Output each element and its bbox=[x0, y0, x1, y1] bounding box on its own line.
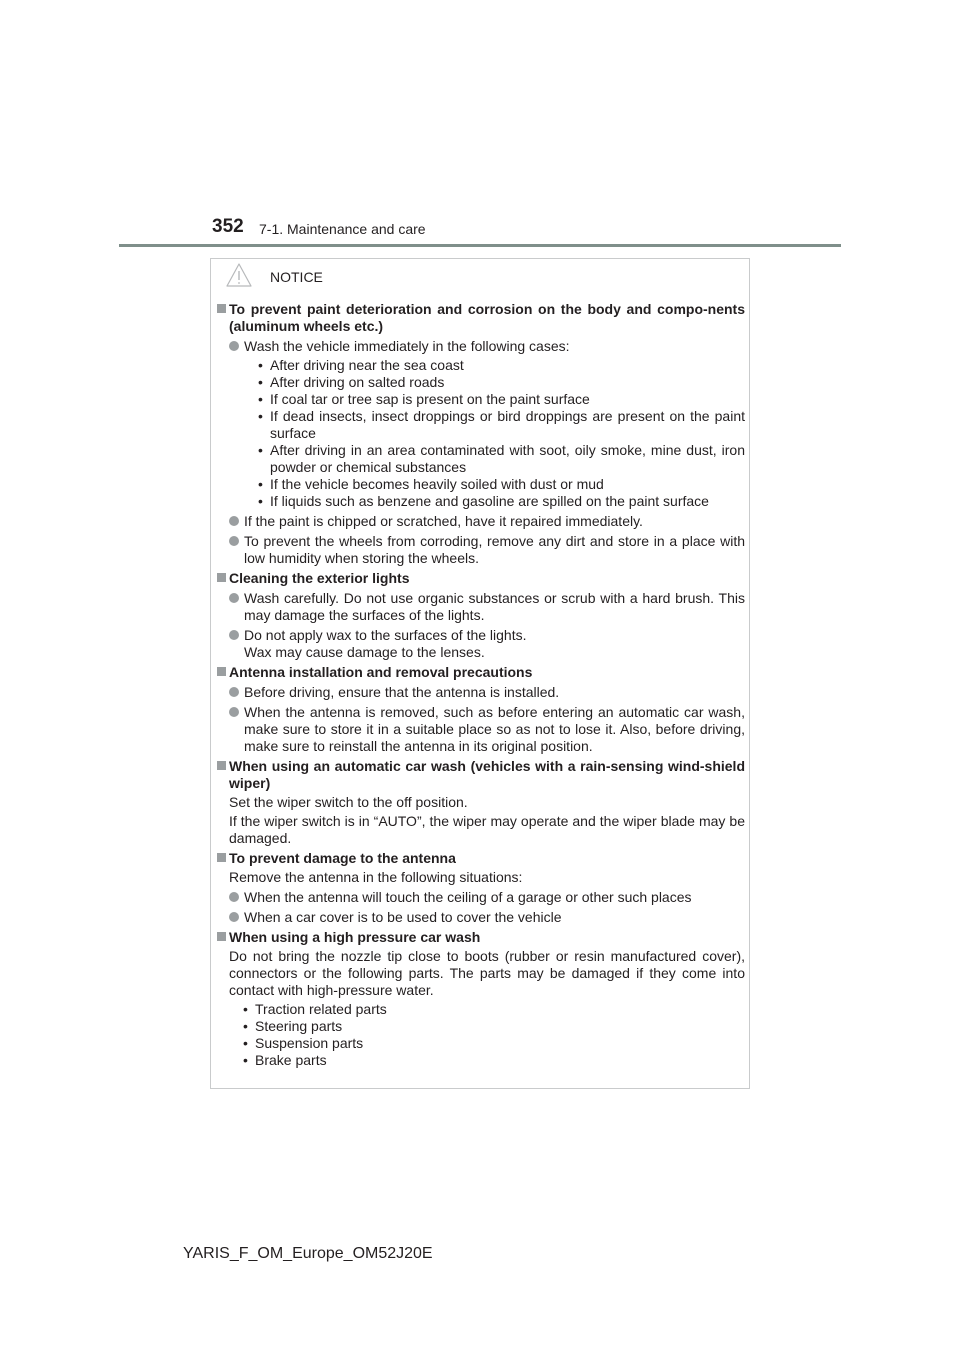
round-bullet-icon bbox=[229, 630, 239, 640]
paragraph: Remove the antenna in the following situations: bbox=[229, 869, 523, 885]
paragraph: Do not bring the nozzle tip close to boots (rubber or resin manufactured cover), connectors or the following parts. The parts may be damaged if they come into contact with high-pressure water. bbox=[229, 948, 745, 998]
bullet-text: After driving near the sea coast bbox=[270, 357, 464, 373]
section-heading: Cleaning the exterior lights bbox=[229, 570, 410, 586]
round-bullet-icon bbox=[229, 707, 239, 717]
bullet-list bbox=[229, 1001, 745, 1069]
item-text: Wash the vehicle immediately in the following cases: bbox=[244, 338, 570, 354]
bullet-item bbox=[229, 1018, 745, 1035]
bullet-marker: • bbox=[258, 357, 263, 373]
round-bullet-icon bbox=[229, 536, 239, 546]
section-heading: When using a high pressure car wash bbox=[229, 929, 481, 945]
bullet-item bbox=[244, 476, 745, 493]
item-text: When the antenna will touch the ceiling of a garage or other such places bbox=[244, 889, 692, 905]
round-bullet-icon bbox=[229, 341, 239, 351]
item-text: Before driving, ensure that the antenna is installed. bbox=[244, 684, 560, 700]
list-item bbox=[229, 338, 745, 510]
bullet-text: After driving on salted roads bbox=[270, 374, 445, 390]
bullet-item bbox=[244, 442, 745, 476]
bullet-text: If liquids such as benzene and gasoline are spilled on the paint surface bbox=[270, 493, 709, 509]
list-item bbox=[229, 889, 745, 906]
section-title: 7-1. Maintenance and care bbox=[259, 221, 426, 237]
section-heading: To prevent damage to the antenna bbox=[229, 850, 456, 866]
item-text: Wash carefully. Do not use organic substances or scrub with a hard brush. This may damage the surfaces of the lights. bbox=[244, 590, 745, 623]
round-bullet-icon bbox=[229, 912, 239, 922]
notice-section bbox=[217, 570, 745, 661]
round-bullet-icon bbox=[229, 593, 239, 603]
bullet-marker: • bbox=[258, 391, 263, 407]
square-bullet-icon bbox=[217, 667, 226, 676]
bullet-item bbox=[244, 391, 745, 408]
square-bullet-icon bbox=[217, 573, 226, 582]
bullet-marker: • bbox=[243, 1052, 248, 1068]
bullet-text: Steering parts bbox=[255, 1018, 343, 1034]
bullet-item bbox=[244, 408, 745, 442]
bullet-marker: • bbox=[258, 476, 263, 492]
header-rule bbox=[119, 244, 841, 247]
item-text: Do not apply wax to the surfaces of the lights. Wax may cause damage to the lenses. bbox=[244, 627, 527, 660]
list-item bbox=[229, 704, 745, 755]
bullet-marker: • bbox=[243, 1018, 248, 1034]
bullet-text: Suspension parts bbox=[255, 1035, 364, 1051]
bullet-marker: • bbox=[258, 374, 263, 390]
list-item bbox=[229, 513, 745, 530]
page-number: 352 bbox=[212, 216, 244, 237]
bullet-text: If dead insects, insect droppings or bird droppings are present on the paint surface bbox=[270, 408, 745, 441]
bullet-item bbox=[244, 493, 745, 510]
notice-label: NOTICE bbox=[270, 269, 323, 285]
warning-triangle-icon bbox=[226, 263, 252, 287]
bullet-item bbox=[244, 357, 745, 374]
notice-section bbox=[217, 664, 745, 755]
square-bullet-icon bbox=[217, 932, 226, 941]
notice-box bbox=[210, 258, 750, 1089]
notice-content bbox=[217, 301, 745, 1069]
bullet-list bbox=[244, 357, 745, 510]
bullet-item bbox=[229, 1052, 745, 1069]
bullet-item bbox=[244, 374, 745, 391]
square-bullet-icon bbox=[217, 853, 226, 862]
bullet-marker: • bbox=[258, 442, 263, 458]
list-item bbox=[229, 533, 745, 567]
bullet-text: If the vehicle becomes heavily soiled with dust or mud bbox=[270, 476, 604, 492]
paragraph: Set the wiper switch to the off position. bbox=[229, 794, 468, 810]
square-bullet-icon bbox=[217, 761, 226, 770]
round-bullet-icon bbox=[229, 687, 239, 697]
bullet-marker: • bbox=[243, 1035, 248, 1051]
bullet-text: If coal tar or tree sap is present on the paint surface bbox=[270, 391, 590, 407]
bullet-text: After driving in an area contaminated with soot, oily smoke, mine dust, iron powder or chemical substances bbox=[270, 442, 745, 475]
bullet-item bbox=[229, 1001, 745, 1018]
bullet-text: Traction related parts bbox=[255, 1001, 387, 1017]
bullet-item bbox=[229, 1035, 745, 1052]
document-id: YARIS_F_OM_Europe_OM52J20E bbox=[183, 1245, 433, 1262]
round-bullet-icon bbox=[229, 516, 239, 526]
notice-section bbox=[217, 301, 745, 567]
section-heading: When using an automatic car wash (vehicles with a rain-sensing wind-shield wiper) bbox=[229, 758, 745, 791]
bullet-marker: • bbox=[258, 408, 263, 424]
list-item bbox=[229, 590, 745, 624]
round-bullet-icon bbox=[229, 892, 239, 902]
section-heading: Antenna installation and removal precautions bbox=[229, 664, 533, 680]
square-bullet-icon bbox=[217, 304, 226, 313]
notice-section bbox=[217, 758, 745, 847]
list-item bbox=[229, 627, 745, 661]
item-text: When the antenna is removed, such as before entering an automatic car wash, make sure to store it in a suitable place so as not to lose it. Also, before driving, make sure to reinstall the antenna in its original position. bbox=[244, 704, 745, 754]
item-text: To prevent the wheels from corroding, remove any dirt and store in a place with low humidity when storing the wheels. bbox=[244, 533, 745, 566]
bullet-marker: • bbox=[258, 493, 263, 509]
bullet-text: Brake parts bbox=[255, 1052, 327, 1068]
notice-section bbox=[217, 850, 745, 926]
bullet-marker: • bbox=[243, 1001, 248, 1017]
section-heading: To prevent paint deterioration and corrosion on the body and compo-nents (aluminum wheels etc.) bbox=[229, 301, 745, 334]
notice-section bbox=[217, 929, 745, 1069]
item-text: If the paint is chipped or scratched, have it repaired immediately. bbox=[244, 513, 643, 529]
paragraph: If the wiper switch is in “AUTO”, the wiper may operate and the wiper blade may be damaged. bbox=[229, 813, 745, 846]
list-item bbox=[229, 909, 745, 926]
item-text: When a car cover is to be used to cover the vehicle bbox=[244, 909, 562, 925]
list-item bbox=[229, 684, 745, 701]
